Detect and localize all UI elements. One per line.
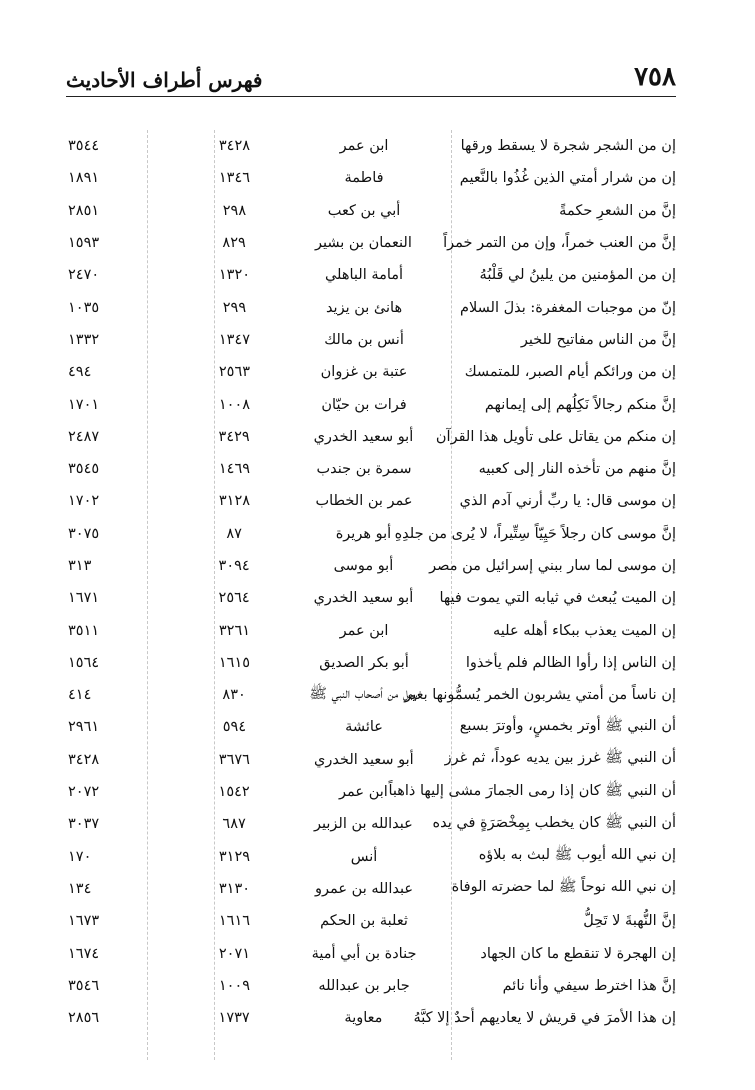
hadith-number: ١٦١٦ (218, 913, 251, 930)
hadith-text: إن موسى قال: يا ربِّ أرني آدم الذي (459, 493, 676, 510)
hadith-text: أن النبي ﷺ كان إذا رمى الجمارَ مشى إليها ذاهباً (388, 782, 676, 799)
narrator-name: هانئ بن يزيد (325, 299, 403, 316)
narrator-name: فرات بن حيّان (321, 396, 407, 413)
hadith-text: إن الميت يعذب ببكاء أهله عليه (493, 622, 676, 639)
hadith-text: إن من ورائكم أيام الصبر، للمتمسك (464, 364, 676, 381)
hadith-text: إنّ من موجبات المغفرة: بذلَ السلام (459, 299, 676, 316)
hadith-number: ٣٠٩٤ (218, 558, 250, 574)
narrator-name: أبو بكر الصديق (319, 654, 409, 671)
hadith-number: ٣١٢٨ (218, 493, 251, 510)
index-row (66, 582, 676, 614)
narrator-name: أبو موسى (333, 558, 394, 574)
narrator-name: ابن عمر (339, 622, 389, 639)
reference-number: ١٧٠١ (68, 396, 100, 413)
index-row (66, 518, 676, 550)
hadith-text: أن النبي ﷺ غرز بين يديه عوداً، ثم غرز (444, 750, 676, 767)
reference-number: ١٧٠ (68, 848, 92, 865)
hadith-number: ١٦١٥ (218, 654, 251, 671)
narrator-name: أبو سعيد الخدري (314, 751, 414, 768)
index-row (66, 776, 676, 808)
narrator-name: عتبة بن غزوان (320, 364, 408, 381)
hadith-text: إن من المؤمنين من يلينُ لي قَلْبُهُ (479, 267, 676, 284)
hadith-text: إنَّ من الشعرِ حكمةً (559, 202, 676, 219)
narrator-name: فاطمة (344, 170, 384, 187)
hadith-text: إن الهجرة لا تنقطع ما كان الجهاد (480, 945, 676, 962)
hadith-number: ٨٢٩ (222, 235, 246, 252)
hadith-text: أن النبي ﷺ أوتر بخمسٍ، وأوترَ بسبع (459, 717, 676, 734)
index-row (66, 324, 676, 356)
hadith-number: ١٣٢٠ (218, 267, 251, 284)
page-number: ٧٥٨ (634, 62, 676, 92)
reference-number: ٣٥٤٤ (68, 138, 100, 155)
reference-number: ٢٠٧٢ (68, 784, 100, 801)
hadith-number: ٨٣٠ (222, 687, 246, 704)
hadith-text: إن موسى لما سار ببني إسرائيل من مصر (429, 558, 676, 574)
reference-number: ٣٠٣٧ (68, 816, 100, 833)
index-row (66, 1002, 676, 1034)
reference-number: ٣٠٧٥ (68, 525, 100, 542)
narrator-name: سمرة بن جندب (316, 461, 412, 478)
hadith-number: ٣٢٦١ (218, 622, 251, 639)
index-row (66, 744, 676, 776)
reference-number: ٣٥١١ (68, 622, 100, 639)
hadith-number: ٣٤٢٩ (218, 428, 250, 445)
reference-number: ٤١٤ (68, 687, 92, 704)
narrator-name: عبدالله بن الزبير (314, 816, 413, 833)
hadith-number: ٢٠٧١ (218, 945, 251, 962)
index-row (66, 905, 676, 937)
hadith-number: ٥٩٤ (222, 719, 247, 736)
hadith-number: ٣٦٧٦ (218, 751, 250, 768)
narrator-name: النعمان بن بشير (314, 235, 412, 252)
reference-number: ١٥٦٤ (68, 654, 100, 671)
index-row (66, 711, 676, 743)
index-row (66, 808, 676, 840)
narrator-name: أنس بن مالك (324, 331, 404, 348)
hadith-number: ١٤٦٩ (218, 461, 251, 478)
hadith-number: ٨٧ (226, 525, 242, 542)
hadith-number: ٣١٢٩ (218, 848, 251, 865)
hadith-number: ٢٥٦٣ (218, 364, 251, 381)
narrator-name: عائشة (345, 719, 383, 736)
hadith-text: إن منكم من يقاتل على تأويل هذا القرآن (435, 428, 676, 445)
hadith-number: ٢٥٦٤ (218, 590, 250, 607)
hadith-text: إنَّ النُّهبةَ لا تَحِلُّ (583, 913, 676, 930)
reference-number: ١٣٣٢ (68, 331, 100, 348)
index-row (66, 841, 676, 873)
reference-number: ١٨٩١ (68, 170, 100, 187)
hadith-number: ١٣٤٧ (218, 331, 251, 348)
reference-number: ٣٤٢٨ (68, 751, 100, 768)
hadith-text: إنَّ منكم رجالاً نَكِلُهم إلى إيمانهم (484, 396, 676, 413)
page-title: فهرس أطراف الأحاديث (66, 68, 263, 92)
index-row (66, 227, 676, 259)
narrator-name: عبدالله بن عمرو (315, 880, 414, 897)
narrator-name: أنس (350, 848, 378, 865)
reference-number: ٢٤٧٠ (68, 267, 100, 284)
hadith-text: إنَّ منهم من تأخذه النار إلى كعبيه (478, 461, 676, 478)
index-row (66, 291, 676, 323)
hadith-text: إن نبي الله أيوب ﷺ لبث به بلاؤه (478, 847, 676, 864)
reference-number: ١٦٧٤ (68, 945, 100, 962)
hadith-number: ٣٤٢٨ (218, 138, 251, 155)
hadith-number: ١٠٠٩ (218, 977, 251, 994)
hadith-index-table (66, 130, 676, 1034)
hadith-number: ١٣٤٦ (218, 170, 251, 187)
narrator-name: أبو سعيد الخدري (313, 428, 414, 445)
hadith-text: إن الميت يُبعث في ثيابه التي يموت فيها (439, 590, 676, 607)
reference-number: ٢٩٦١ (68, 719, 100, 736)
index-row (66, 388, 676, 420)
index-row (66, 259, 676, 291)
index-row (66, 550, 676, 582)
narrator-name: رجل من أصحاب النبي ﷺ (309, 685, 418, 702)
reference-number: ٢٨٥٦ (68, 1010, 100, 1027)
hadith-number: ٣١٣٠ (218, 880, 251, 897)
reference-number: ٣٥٤٥ (68, 461, 100, 478)
narrator-name: أبي بن كعب (327, 202, 401, 219)
hadith-text: إنَّ من العنب خمراً، وإن من التمر خمراً (443, 235, 676, 252)
index-row (66, 421, 676, 453)
narrator-name: معاوية (344, 1010, 383, 1027)
narrator-name: ابن عمر (339, 138, 389, 155)
index-row (66, 970, 676, 1002)
hadith-number: ١٥٤٢ (218, 784, 250, 801)
narrator-name: أبو سعيد الخدري (313, 590, 414, 607)
reference-number: ١٣٤ (68, 880, 92, 897)
index-row (66, 647, 676, 679)
index-row (66, 485, 676, 517)
reference-number: ١٦٧١ (68, 590, 100, 607)
page-header (66, 62, 676, 92)
reference-number: ٤٩٤ (68, 364, 92, 381)
hadith-number: ١٠٠٨ (218, 396, 251, 413)
reference-number: ٢٤٨٧ (68, 428, 100, 445)
narrator-name: ثعلبة بن الحكم (320, 913, 408, 930)
reference-number: ٣٥٤٦ (68, 977, 100, 994)
hadith-number: ٢٩٩ (222, 299, 247, 316)
index-row (66, 937, 676, 969)
narrator-name: جابر بن عبدالله (318, 977, 410, 994)
hadith-number: ٢٩٨ (222, 202, 247, 219)
narrator-name: جنادة بن أبي أمية (311, 945, 417, 962)
hadith-text: إنَّ هذا اخترط سيفي وأنا نائم (502, 977, 676, 994)
hadith-text: إن الناس إذا رأوا الظالم فلم يأخذوا (465, 654, 676, 671)
index-row (66, 195, 676, 227)
reference-number: ٢٨٥١ (68, 202, 100, 219)
hadith-text: إن من شرار أمتي الذين غُذُوا بالنَّعيم (459, 170, 676, 187)
hadith-text: إنَّ من الناس مفاتيح للخير (520, 331, 676, 348)
narrator-name: أمامة الباهلي (324, 267, 404, 284)
hadith-text: إن نبي الله نوحاً ﷺ لما حضرته الوفاة (451, 879, 676, 896)
narrator-name: أبو هريرة (335, 525, 392, 542)
hadith-text: إن ناساً من أمتي يشربون الخمر يُسمُّونها بغير (404, 687, 676, 704)
index-row (66, 162, 676, 194)
index-row (66, 130, 676, 162)
reference-number: ١٠٣٥ (68, 299, 100, 316)
narrator-name: ابن عمر (339, 784, 388, 801)
hadith-text: إنَّ موسى كان رجلاً حَيِيّاً سِتِّيراً، لا يُرى من جلدِهِ (394, 525, 676, 542)
hadith-number: ٦٨٧ (222, 816, 246, 833)
narrator-name: عمر بن الخطاب (315, 493, 413, 510)
reference-number: ١٥٩٣ (68, 235, 100, 252)
index-row (66, 453, 676, 485)
index-row (66, 873, 676, 905)
hadith-text: إن هذا الأمرَ في قريش لا يعاديهم أحدٌ إلا كبَّهُ (413, 1010, 676, 1027)
hadith-number: ١٧٣٧ (218, 1010, 250, 1027)
hadith-text: إن من الشجر شجرة لا يسقط ورقها (460, 138, 676, 155)
reference-number: ٣١٣ (68, 558, 92, 574)
reference-number: ١٦٧٣ (68, 913, 100, 930)
header-rule (66, 96, 676, 97)
index-row (66, 356, 676, 388)
reference-number: ١٧٠٢ (68, 493, 100, 510)
index-row (66, 614, 676, 646)
index-row (66, 679, 676, 711)
hadith-text: أن النبي ﷺ كان يخطب بِمِخْصَرَةٍ في يده (432, 814, 676, 831)
